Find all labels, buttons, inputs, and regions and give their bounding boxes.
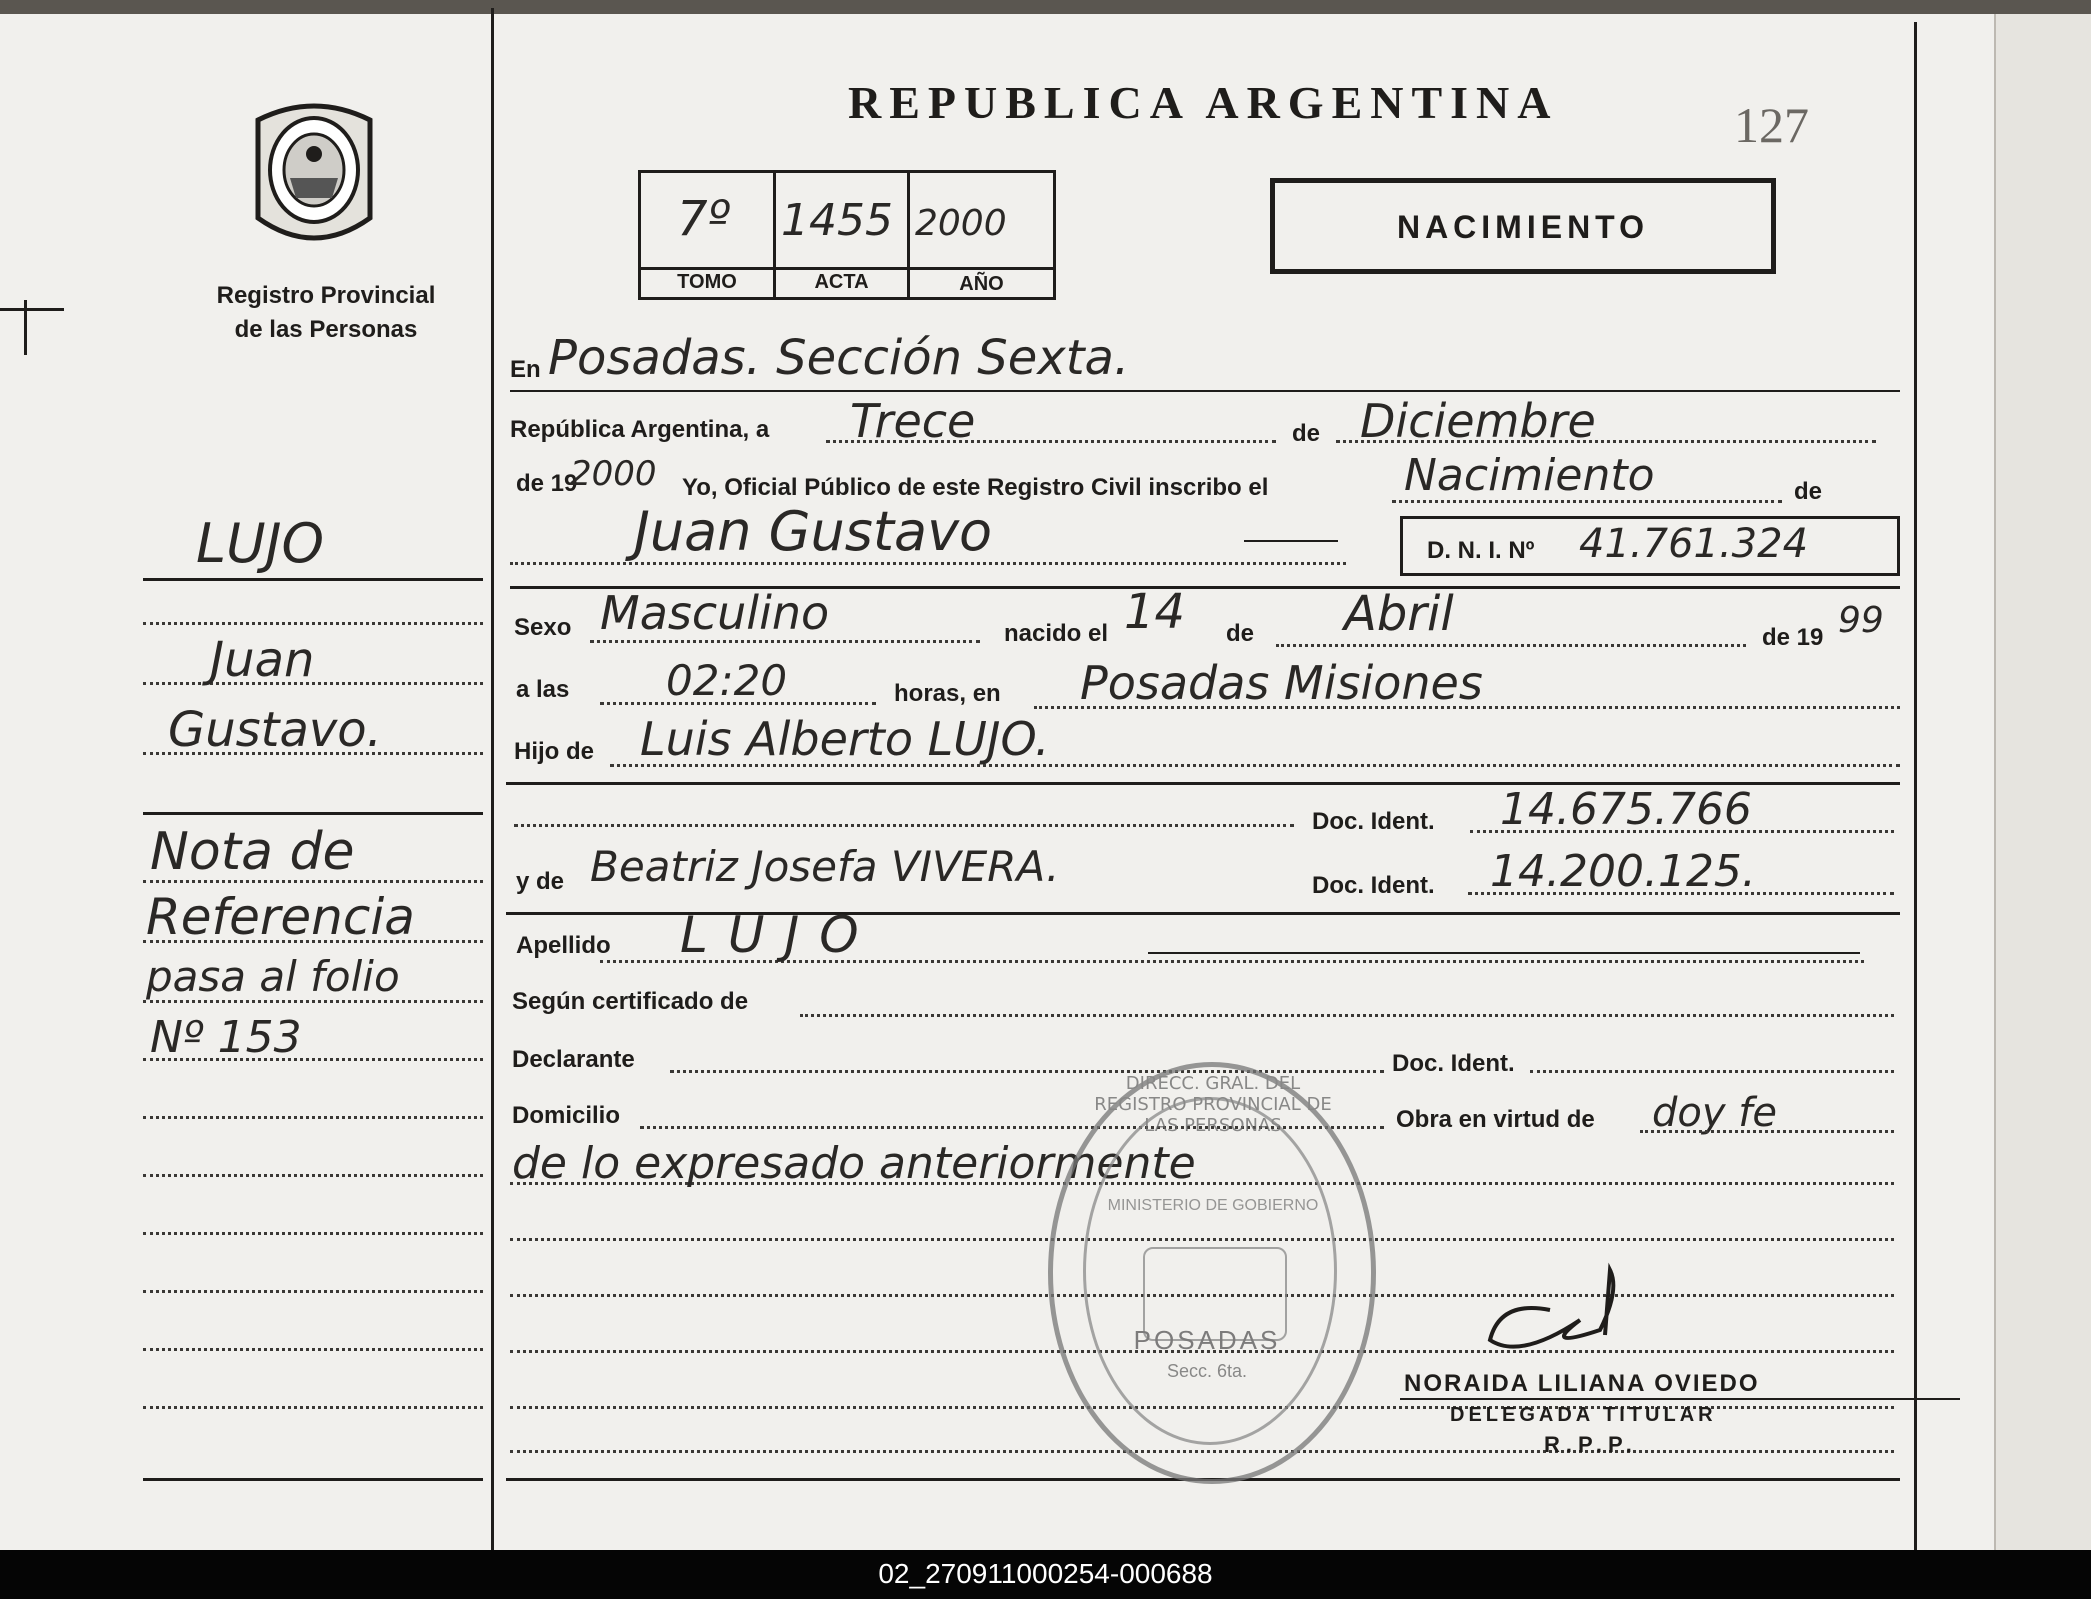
form-dotted-line bbox=[514, 824, 1294, 827]
signature-icon bbox=[1480, 1260, 1660, 1370]
oficial-text: Yo, Oficial Público de este Registro Civil inscribo el bbox=[682, 474, 1269, 501]
record-type: NACIMIENTO bbox=[1396, 209, 1650, 245]
dni-label: D. N. I. Nº bbox=[1427, 537, 1535, 564]
binding-mark-stem bbox=[24, 300, 27, 355]
left-dotted-line bbox=[143, 622, 483, 625]
en-label: En bbox=[510, 356, 541, 383]
provincial-crest-icon bbox=[246, 98, 382, 248]
country-title: REPUBLICA ARGENTINA bbox=[848, 77, 1559, 128]
stamp-outer-text: DIRECC. GRAL. DEL REGISTRO PROVINCIAL DE LAS PERSONAS bbox=[1094, 1073, 1332, 1136]
note-line2: Referencia bbox=[146, 888, 415, 946]
signer-title: DELEGADA TITULAR bbox=[1450, 1404, 1717, 1426]
name-dash bbox=[1244, 540, 1338, 542]
year-born-prefix: de 19 bbox=[1762, 624, 1824, 651]
segun-label: Según certificado de bbox=[512, 988, 749, 1015]
lugar-value: Posadas Misiones bbox=[1080, 656, 1483, 710]
nacido-label: nacido el bbox=[1004, 620, 1109, 647]
form-dotted-line bbox=[1470, 830, 1894, 833]
dni-value: 41.761.324 bbox=[1579, 521, 1809, 567]
file-id-bar bbox=[0, 1550, 2091, 1599]
org-name-line1: Registro Provincial bbox=[216, 282, 436, 309]
sexo-value: Masculino bbox=[600, 586, 830, 640]
left-bottom-line bbox=[143, 1478, 483, 1481]
apellido-value: LUJO bbox=[680, 906, 879, 964]
stamp-inner-text: MINISTERIO DE GOBIERNO bbox=[1107, 1197, 1319, 1214]
dni-box bbox=[1400, 516, 1900, 576]
declarante-label: Declarante bbox=[512, 1046, 635, 1073]
form-dotted-line bbox=[610, 764, 1900, 767]
month-value: Diciembre bbox=[1360, 394, 1596, 448]
left-dotted-line bbox=[143, 1348, 483, 1351]
surname-line bbox=[143, 578, 483, 581]
stamp-section: Secc. 6ta. bbox=[1166, 1361, 1248, 1381]
note-line1: Nota de bbox=[150, 822, 355, 882]
record-type-box bbox=[1270, 178, 1776, 274]
form-dotted-line bbox=[1468, 892, 1894, 895]
acta-label: ACTA bbox=[814, 271, 869, 293]
signer-org: R.P.P. bbox=[1544, 1432, 1638, 1457]
form-dotted-line bbox=[1034, 706, 1900, 709]
note-line3: pasa al folio bbox=[146, 952, 400, 1001]
left-dotted-line bbox=[143, 1290, 483, 1293]
en-value: Posadas. Sección Sexta. bbox=[548, 330, 1130, 386]
form-dotted-line bbox=[1336, 440, 1876, 443]
tomo-label: TOMO bbox=[677, 271, 737, 293]
de-label-1: de bbox=[1292, 420, 1321, 447]
form-dotted-line bbox=[1530, 1070, 1894, 1073]
binding-mark bbox=[0, 308, 64, 311]
folio-number: 127 bbox=[1734, 97, 1809, 153]
horas-label: horas, en bbox=[894, 680, 1001, 707]
top-edge bbox=[0, 0, 2091, 14]
registry-box bbox=[638, 170, 1056, 300]
left-dotted-line bbox=[143, 1174, 483, 1177]
year-prefix: de 19 bbox=[516, 470, 578, 497]
doc3-label: Doc. Ident. bbox=[1392, 1050, 1515, 1077]
doc1-value: 14.675.766 bbox=[1500, 784, 1752, 835]
registry-box-rule bbox=[641, 267, 1053, 270]
right-border bbox=[1914, 22, 1917, 1550]
day-value: Trece bbox=[850, 394, 976, 448]
apellido-line bbox=[1148, 952, 1860, 954]
yde-label: y de bbox=[516, 868, 565, 895]
surname-handwritten: LUJO bbox=[196, 512, 325, 575]
de-label-4: de bbox=[1226, 620, 1255, 647]
form-dotted-line bbox=[1640, 1130, 1894, 1133]
nacido-day: 14 bbox=[1124, 584, 1186, 640]
stamp-city: POSADAS bbox=[1133, 1325, 1281, 1355]
form-dotted-line bbox=[1276, 644, 1746, 647]
official-stamp bbox=[1048, 1062, 1376, 1484]
org-name-line2: de las Personas bbox=[234, 316, 418, 343]
doc2-value: 14.200.125. bbox=[1490, 846, 1756, 897]
form-dotted-line bbox=[800, 1014, 1894, 1017]
domicilio-label: Domicilio bbox=[512, 1102, 621, 1129]
given-name-1-handwritten: Juan bbox=[210, 632, 315, 688]
left-solid-line bbox=[143, 812, 483, 815]
hijo-label: Hijo de bbox=[514, 738, 595, 765]
column-divider bbox=[491, 8, 494, 1550]
republica-label: República Argentina, a bbox=[510, 416, 770, 443]
padre-value: Luis Alberto LUJO. bbox=[640, 712, 1050, 766]
signature-line bbox=[1400, 1398, 1960, 1400]
left-dotted-line bbox=[143, 1232, 483, 1235]
form-dotted-line bbox=[590, 640, 980, 643]
acta-value: 1455 bbox=[781, 195, 893, 246]
apellido-label: Apellido bbox=[516, 932, 611, 959]
signer-name: NORAIDA LILIANA OVIEDO bbox=[1404, 1370, 1760, 1397]
ano-value: 2000 bbox=[915, 203, 1007, 244]
continuation-value: de lo expresado anteriormente bbox=[512, 1138, 1196, 1189]
hora-value: 02:20 bbox=[666, 656, 788, 705]
madre-value: Beatriz Josefa VIVERA. bbox=[590, 842, 1060, 891]
file-id: 02_270911000254-000688 bbox=[878, 1558, 1213, 1589]
left-dotted-line bbox=[143, 1406, 483, 1409]
sexo-label: Sexo bbox=[514, 614, 572, 641]
doc1-label: Doc. Ident. bbox=[1312, 808, 1435, 835]
doc2-label: Doc. Ident. bbox=[1312, 872, 1435, 899]
page-edge bbox=[1994, 14, 2091, 1550]
nacido-month: Abril bbox=[1344, 586, 1454, 642]
tomo-value: 7º bbox=[677, 191, 731, 247]
acto-value: Nacimiento bbox=[1404, 450, 1655, 501]
nacido-year: 99 bbox=[1838, 600, 1884, 641]
form-dotted-line bbox=[826, 440, 1276, 443]
de-label-3: de bbox=[1794, 478, 1823, 505]
form-line bbox=[510, 390, 1900, 392]
ano-label: AÑO bbox=[959, 273, 1004, 295]
year-value: 2000 bbox=[570, 454, 657, 494]
form-dotted-line bbox=[510, 562, 1346, 565]
obra-label: Obra en virtud de bbox=[1396, 1106, 1595, 1133]
form-dotted-line bbox=[1392, 500, 1782, 503]
form-dotted-line bbox=[600, 702, 876, 705]
obra-value: doy fe bbox=[1652, 1090, 1777, 1136]
note-line4: Nº 153 bbox=[150, 1012, 302, 1063]
given-name-2-handwritten: Gustavo. bbox=[168, 702, 382, 758]
child-name-value: Juan Gustavo bbox=[634, 500, 993, 563]
left-dotted-line bbox=[143, 1116, 483, 1119]
alas-label: a las bbox=[516, 676, 570, 703]
